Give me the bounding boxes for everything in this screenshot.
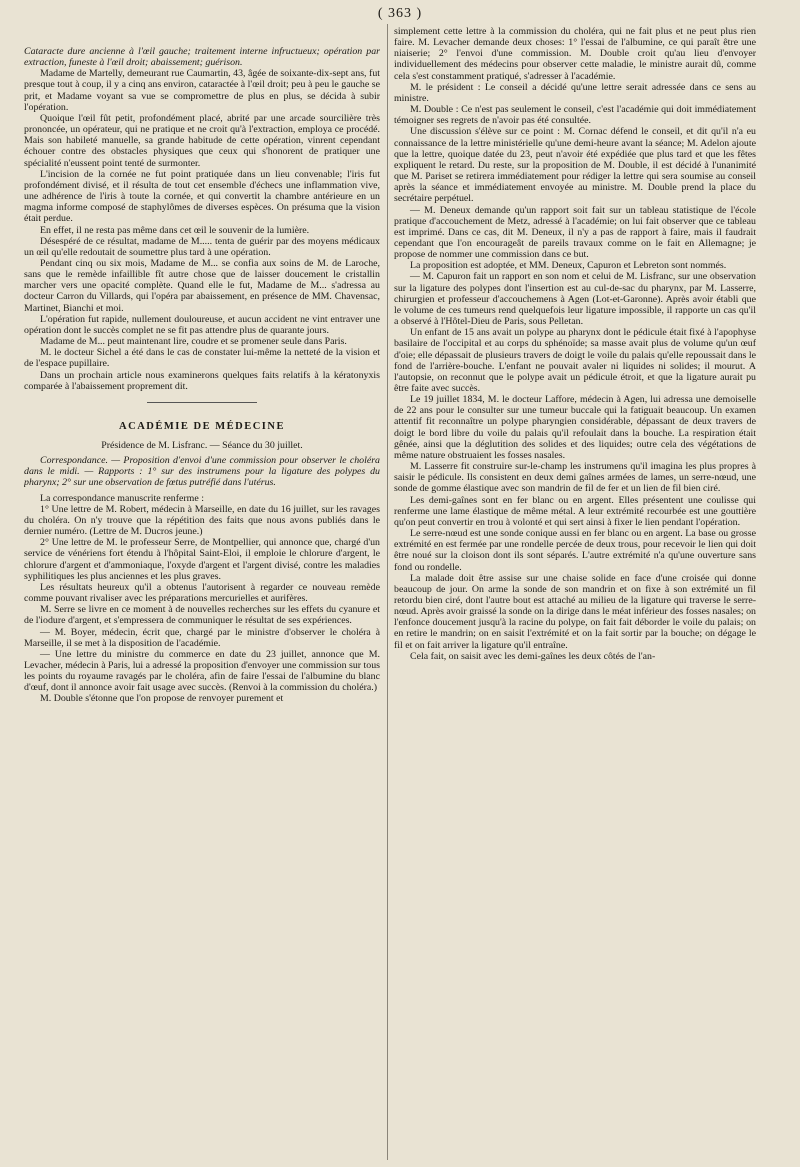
paragraph: La correspondance manuscrite renferme : [40,492,204,504]
session-summary: Correspondance. — Proposition d'envoi d'une commission pour observer le choléra dans le midi. — Rapports : 1° sur des instrumens pour la ligature des polypes du pharynx; 2° sur une observation de fœtus putréfié dans l'utérus. [24,455,380,489]
paragraph: Un enfant de 15 ans avait un polype au pharynx dont le pédicule était fixé à l'apophyse basilaire de l'occipital et au corps du sphénoïde; sa masse avait plus de volume qu'un œuf d'oie; elle dépassait de plusieurs travers de doigt le voile du palais qu'elle repoussait dans le fond de l'arrière-bouche. L'enfant ne pouvait avaler ni liquides ni solides; il mourut. A l'autopsie, on reconnut que le polype avait un pédicule étroit, et que la ligature aurait pu être faite avec succès. [394,327,756,394]
section-title: ACADÉMIE DE MÉDECINE [119,420,285,432]
paragraph: L'opération fut rapide, nullement douloureuse, et aucun accident ne vint entraver une opération dont le succès complet ne se fit pas attendre plus de quarante jours. [24,313,380,336]
paragraph: M. Double s'étonne que l'on propose de renvoyer purement et [40,693,284,705]
section-separator [147,402,257,403]
paragraph: M. Serre se livre en ce moment à de nouvelles recherches sur les effets du cyanure et de l'iodure d'argent, et s'empressera de communiquer le résultat de ses expériences. [24,604,380,627]
paragraph: En effet, il ne resta pas même dans cet œil le souvenir de la lumière. [40,224,310,236]
session-body [24,493,380,705]
paragraph: L'incision de la cornée ne fut point pratiquée dans un lieu convenable; l'iris fut profondément divisé, et il résulta de tout cet ensemble d'échecs une inflammation vive, une adhérence de l'iris à toute la cornée, et qui convertit la chambre antérieure en un magma informe composé de staphylômes de diverses espèces. On présuma que la vision était perdue. [24,168,380,225]
paragraph: — M. Deneux demande qu'un rapport soit fait sur un tableau statistique de l'école pratique d'accouchement de Metz, adressé à l'académie; on lui fait observer que ce tableau est imprimé. Dans ce cas, dit M. Deneux, il n'y a pas de rapport à faire, mais il faudrait cependant que l'on encourageât de pareils travaux comme on le fait en Allemagne; je propose de nommer une commission dans ce but. [394,204,756,261]
case-heading: Cataracte dure ancienne à l'œil gauche; traitement interne infructueux; opération par extraction, funeste à l'œil droit; abaissement; guérison. [24,46,380,69]
paragraph: — M. Capuron fait un rapport en son nom et celui de M. Lisfranc, sur une observation sur la ligature des polypes dont l'insertion est au cul-de-sac du pharynx, par M. Lasserre, chirurgien et professeur d'accouchemens à Agen (Lot-et-Garonne). Après avoir établi que le volume de ces tumeurs rend quelquefois leur ligature impossible, il rapporte un cas qu'il a observé à l'Hôtel-Dieu de Paris, sous Pelletan. [394,271,756,328]
paragraph: Madame de M... peut maintenant lire, coudre et se promener seule dans Paris. [40,336,347,348]
paragraph: simplement cette lettre à la commission du choléra, qui ne fait plus et ne peut plus rien faire. M. Levacher demande deux choses: 1° l'essai de l'albumine, ce qui paraît être une niaiserie; 2° l'envoi d'une commission. M. Double croit qu'au lieu d'envoyer individuellement des médecins pour observer cette maladie, le ministre aurait dû, comme cela s'est constamment pratiqué, s'adresser à l'académie. [394,26,756,82]
case-body [24,68,380,392]
session-line: Présidence de M. Lisfranc. — Séance du 30 juillet. [101,440,303,451]
paragraph: — Une lettre du ministre du commerce en date du 23 juillet, annonce que M. Levacher, médecin à Paris, lui a adressé la proposition d'envoyer une commission sur tous les points du royaume ravagés par le choléra, afin de faire l'essai de l'albumine du blanc d'œuf, dont il annonce avoir fait usage avec succès. (Renvoi à la commission du choléra.) [24,648,380,694]
right-column [394,26,756,1162]
paragraph: Le 19 juillet 1834, M. le docteur Laffore, médecin à Agen, lui adressa une demoiselle de 22 ans pour le consulter sur une tumeur buccale qui la fatiguait beaucoup. Un examen attentif fit reconnaître un polype pharyngien considérable, dépassant de deux travers de doigt le bord libre du voile du palais qu'il refoulait dans la bouche. La respiration était gênée, ainsi que la déglutition des solides et des liquides; outre cela des végétations de même nature obstruaient les fosses nasales. [394,394,756,461]
paragraph: Cela fait, on saisit avec les demi-gaînes les deux côtés de l'an- [410,650,656,662]
paragraph: Pendant cinq ou six mois, Madame de M... se confia aux soins de M. de Laroche, sans que le remède infaillible fît autre chose que de laisser doucement le cristallin marcher vers une opacité complète. Quand elle le fut, Madame de M... s'adressa au docteur Carron du Villards, qui l'opéra par abaissement, en présence de MM. Chavensac, Martinet, Bianchi et moi. [24,257,380,314]
paragraph: M. Lasserre fit construire sur-le-champ les instrumens qu'il imagina les plus propres à saisir le pédicule. Ils consistent en deux demi gaînes armées de lames, un serre-nœud, une sonde de gomme élastique avec son mandrin de fil de fer et un lien de fil bien ciré. [394,461,756,495]
paragraph: Les résultats heureux qu'il a obtenus l'autorisent à regarder ce nouveau remède comme pouvant rivaliser avec les préparations mercurielles et aurifères. [24,581,380,605]
paragraph: M. le docteur Sichel a été dans le cas de constater lui-même la netteté de la vision et de l'espace pupillaire. [24,347,380,370]
paragraph: 1° Une lettre de M. Robert, médecin à Marseille, en date du 16 juillet, sur les ravages du choléra. On n'y trouve que la répétition des faits que nous avons publiés dans le dernier numéro. (Lettre de M. Ducros jeune.) [24,503,380,538]
paragraph: Quoique l'œil fût petit, profondément placé, abrité par une arcade sourcilière très prononcée, un opérateur, qui ne pratique et ne croit qu'à l'extraction, employa ce procédé. Mais son habileté manuelle, sa grande habitude de cette opération, vinrent cependant échouer contre des obstacles physiques que ceux qui s'honorent de pratiquer une spécialité n'eussent point tenté de surmonter. [24,112,380,169]
paragraph: Dans un prochain article nous examinerons quelques faits relatifs à la kératonyxis comparée à l'abaissement proprement dit. [24,369,380,392]
paragraph: Le serre-nœud est une sonde conique aussi en fer blanc ou en argent. La base ou grosse extrémité en est fermée par une rondelle percée de deux trous, pour recevoir le lien qui doit être noué sur la cloison dont ils sont séparés. L'autre extrémité n'a qu'une ouverture sans fond ou rondelle. [394,528,756,573]
paragraph: La malade doit être assise sur une chaise solide en face d'une croisée qui donne beaucoup de jour. On arme la sonde de son mandrin et on fixe à son extrémité un fil retordu bien ciré, dont l'autre bout est attaché au milieu de la ligature qui traverse le serre-nœud. Après avoir graissé la sonde on la dirige dans le méat inférieur des fosses nasales; on l'enfonce doucement jusqu'à la racine du polype, on fait fait déborder le voile du palais; on en retire le mandrin; on en saisit l'extrémité et on la fait sortir par la bouche; on dégage le fil et on fait arriver la ligature qu'il entraîne. [394,572,756,651]
paragraph: Les demi-gaînes sont en fer blanc ou en argent. Elles présentent une coulisse qui renferme une lame élastique de même métal. A leur extrémité recourbée est une gouttière qu'on peut convertir en trou à volonté et qui sert ainsi à fixer le lien pendant l'opération. [394,494,756,528]
paragraph: La proposition est adoptée, et MM. Deneux, Capuron et Lebreton sont nommés. [410,260,727,272]
paragraph: Une discussion s'élève sur ce point : M. Cornac défend le conseil, et dit qu'il n'a eu connaissance de la lettre ministérielle qu'une demi-heure avant la séance; M. Adelon ajoute que la lettre, quoique datée du 23, peut n'avoir été expédiée que plus tard et que les fêtes expliquent le retard. Du reste, sur la proposition de M. Double, il est décidé à l'unanimité que M. Pariset se retirera immédiatement pour rédiger la lettre qui sera soumise au conseil après la séance et immédiatement envoyée au ministre. M. Double prend la place du secrétaire perpétuel. [394,126,756,205]
paragraph: M. le président : Le conseil a décidé qu'une lettre serait adressée dans ce sens au ministre. [394,81,756,104]
paragraph: — M. Boyer, médecin, écrit que, chargé par le ministre d'observer le choléra à Marseille, il se met à la disposition de l'académie. [24,626,380,649]
left-column [24,46,380,1162]
paragraph: M. Double : Ce n'est pas seulement le conseil, c'est l'académie qui doit immédiatement témoigner ses regrets de n'avoir pas été consultée. [394,104,756,127]
column-divider [387,24,388,1160]
right-column-body [394,26,756,662]
paragraph: Madame de Martelly, demeurant rue Caumartin, 43, âgée de soixante-dix-sept ans, fut presque tout à coup, il y a cinq ans environ, cataractée à l'œil droit; peu à peu le gauche se prit, et Madame voyant sa vue se compromettre de plus en plus, se décida à subir l'opération. [24,68,380,113]
paragraph: Désespéré de ce résultat, madame de M..... tenta de guérir par des moyens médicaux un œil qu'elle redoutait de soumettre plus tard à une opération. [24,235,380,258]
page-number: ( 363 ) [377,6,423,21]
paragraph: 2° Une lettre de M. le professeur Serre, de Montpellier, qui annonce que, chargé d'un service de vénériens fort étendu à l'hôpital Saint-Eloi, il emploie le chlorure d'argent, le chlorure d'argent et d'ammoniaque, l'oxyde d'argent et l'argent divisé, contre les maladies syphilitiques les plus anciennes et les plus graves. [24,537,380,582]
